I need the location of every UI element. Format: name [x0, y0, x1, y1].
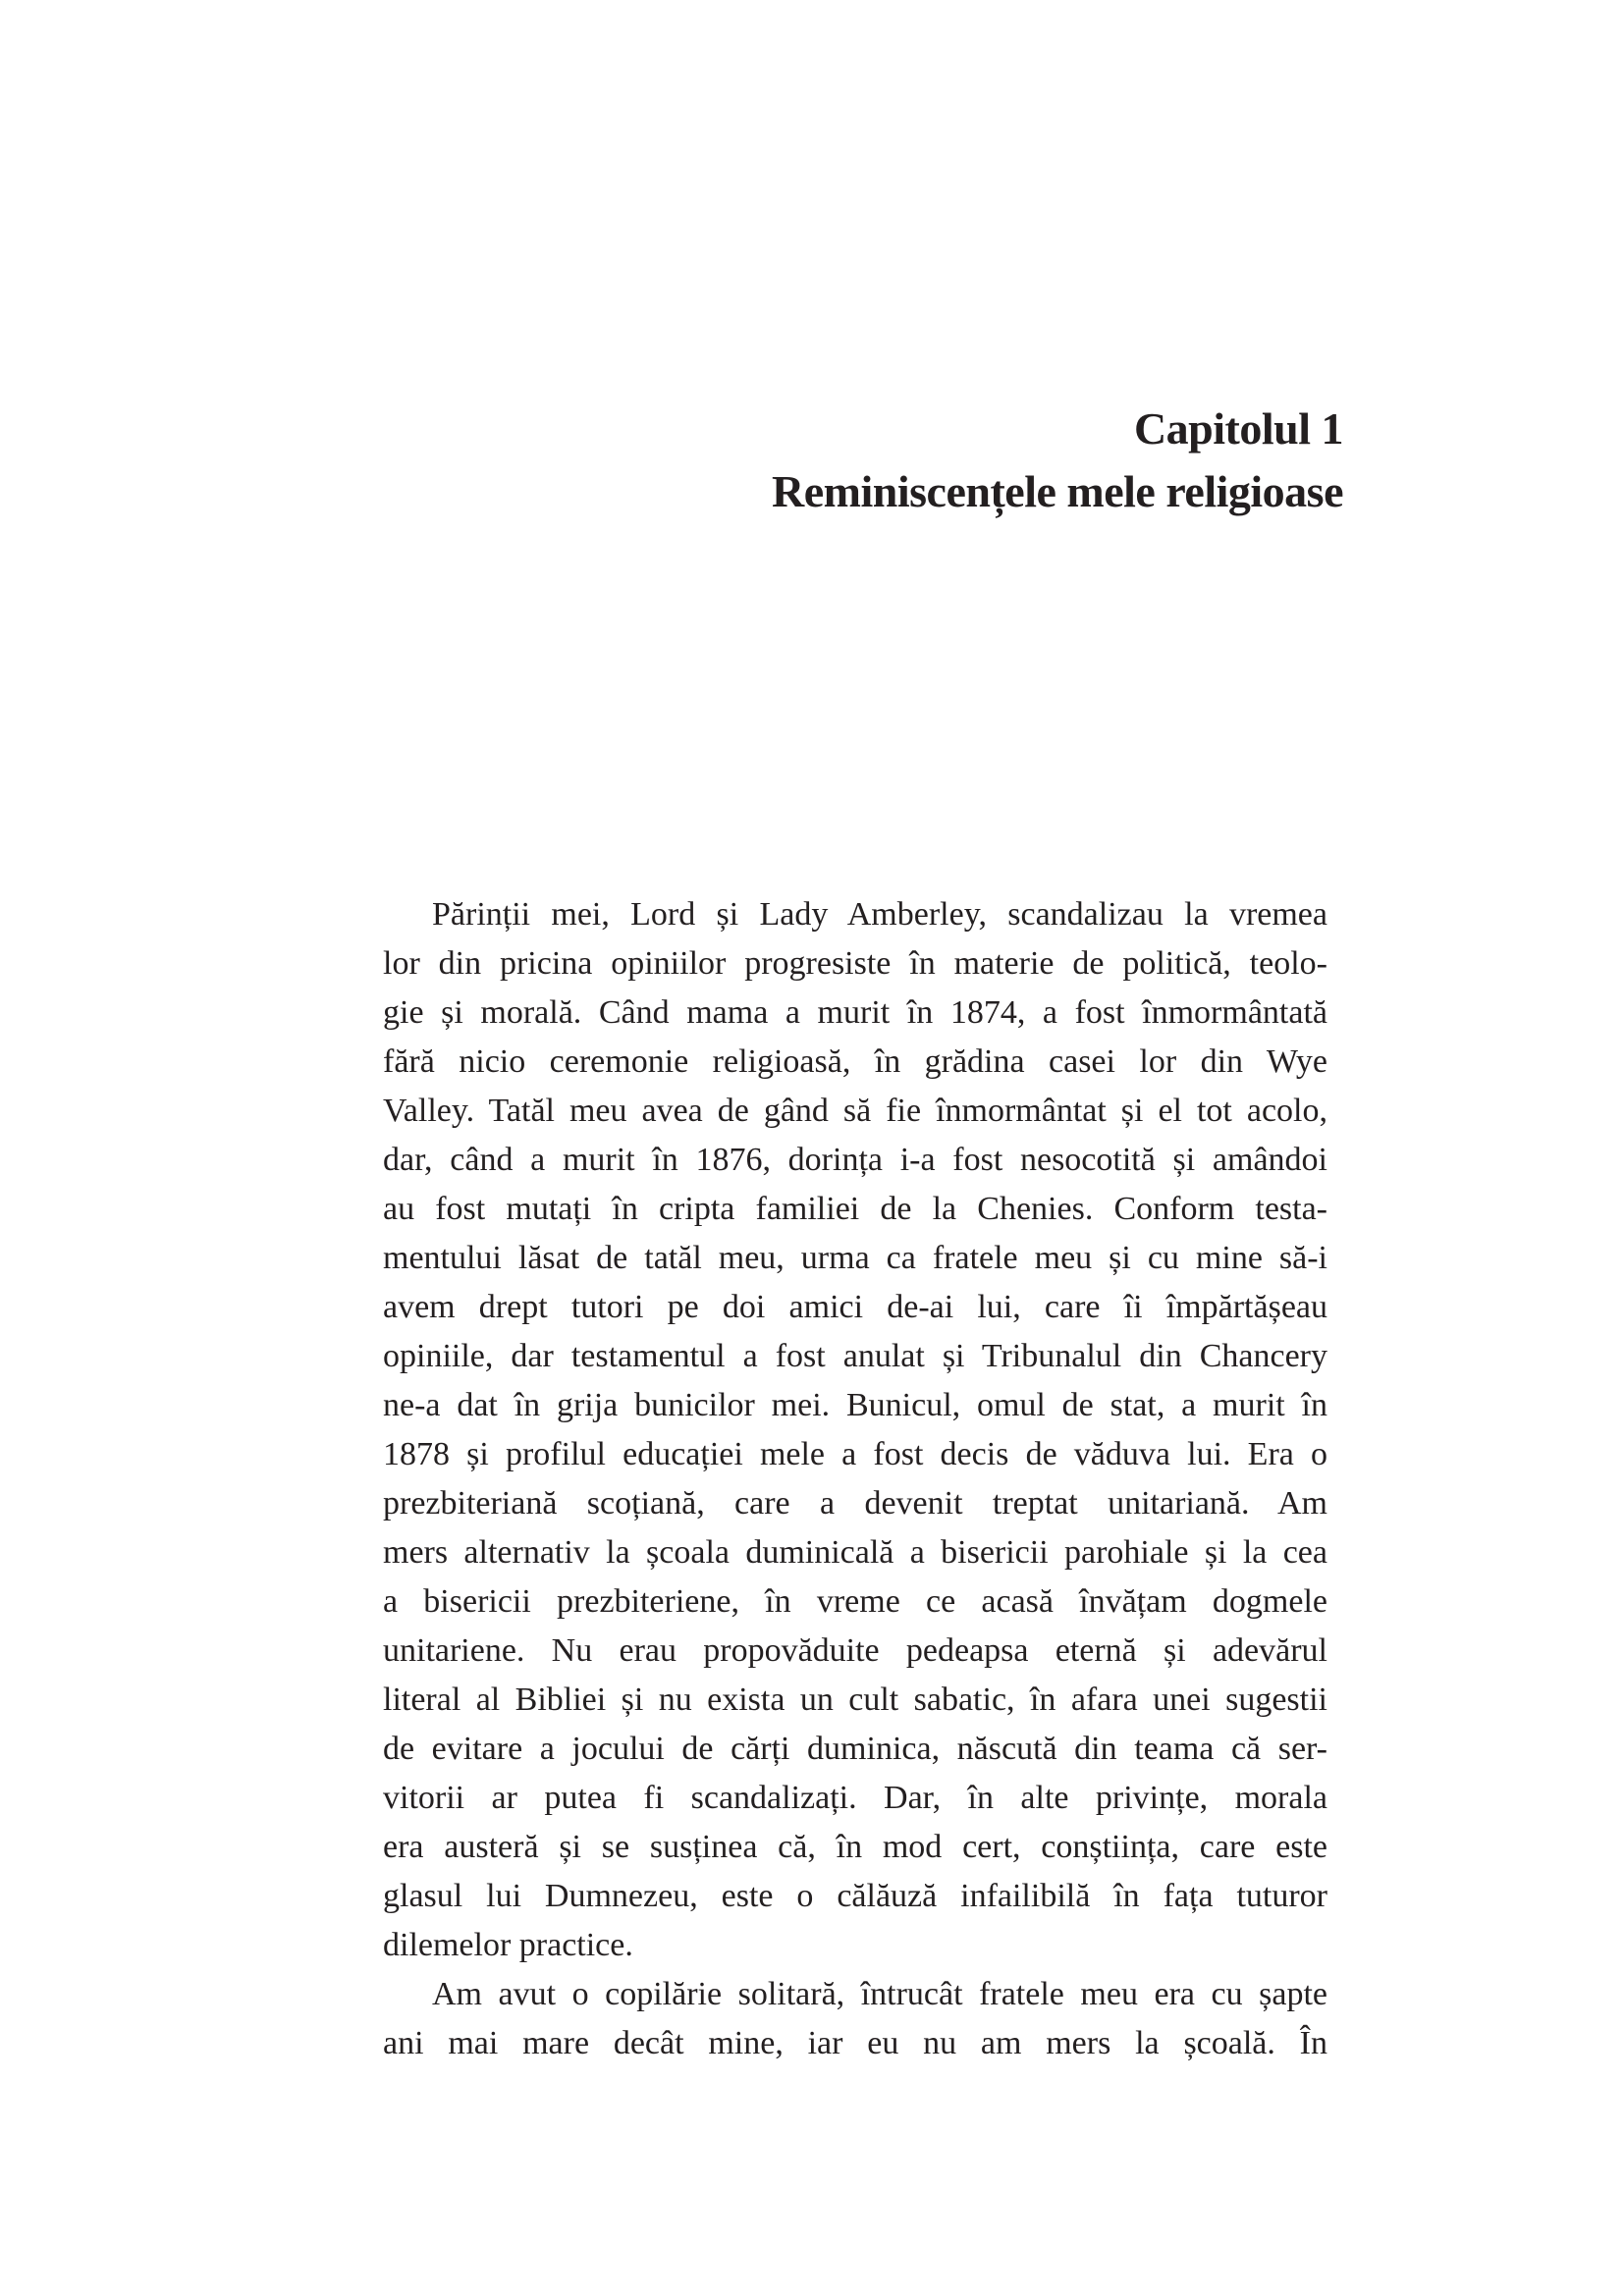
text-line: ne-a dat în grija bunicilor mei. Bunicul, omul de stat, a murit în [383, 1387, 1327, 1423]
text-line: literal al Bibliei și nu exista un cult sabatic, în afara unei sugestii [383, 1682, 1327, 1718]
paragraph [383, 890, 1327, 1970]
chapter-heading [772, 398, 1343, 523]
text-line: glasul lui Dumnezeu, este o călăuză infailibilă în fața tuturor [383, 1878, 1327, 1914]
paragraph [383, 1970, 1327, 2068]
body-text [383, 890, 1327, 2068]
text-line: opiniile, dar testamentul a fost anulat și Tribunalul din Chancery [383, 1338, 1327, 1374]
text-line: dar, când a murit în 1876, dorința i-a fost nesocotită și amândoi [383, 1142, 1327, 1178]
text-line: mers alternativ la școala duminicală a bisericii parohiale și la cea [383, 1534, 1327, 1571]
text-line: mentului lăsat de tatăl meu, urma ca fratele meu și cu mine să-i [383, 1240, 1327, 1276]
text-line: ani mai mare decât mine, iar eu nu am mers la școală. În [383, 2025, 1327, 2061]
text-line: lor din pricina opiniilor progresiste în materie de politică, teolo- [383, 945, 1327, 982]
text-line: fără nicio ceremonie religioasă, în grădina casei lor din Wye [383, 1043, 1327, 1080]
text-line: era austeră și se susținea că, în mod cert, conștiința, care este [383, 1829, 1327, 1865]
text-line: dilemelor practice. [383, 1927, 633, 1963]
text-line: vitorii ar putea fi scandalizați. Dar, în alte privințe, morala [383, 1780, 1327, 1816]
chapter-title: Reminiscențele mele religioase [772, 466, 1343, 516]
text-line: au fost mutați în cripta familiei de la Chenies. Conform testa- [383, 1191, 1327, 1227]
chapter-number: Capitolul 1 [1133, 403, 1343, 454]
text-line: 1878 și profilul educației mele a fost decis de văduva lui. Era o [383, 1436, 1327, 1472]
text-line: Părinții mei, Lord și Lady Amberley, scandalizau la vremea [432, 896, 1327, 933]
text-line: gie și morală. Când mama a murit în 1874, a fost înmormântată [383, 994, 1327, 1031]
text-line: prezbiteriană scoțiană, care a devenit treptat unitariană. Am [383, 1485, 1327, 1522]
text-line: Am avut o copilărie solitară, întrucât fratele meu era cu șapte [432, 1976, 1327, 2012]
text-line: avem drept tutori pe doi amici de-ai lui, care îi împărtășeau [383, 1289, 1327, 1325]
text-line: unitariene. Nu erau propovăduite pedeapsa eternă și adevărul [383, 1632, 1327, 1669]
text-line: Valley. Tatăl meu avea de gând să fie înmormântat și el tot acolo, [383, 1093, 1327, 1129]
text-line: a bisericii prezbiteriene, în vreme ce acasă învățam dogmele [383, 1583, 1327, 1620]
text-line: de evitare a jocului de cărți duminica, născută din teama că ser- [383, 1731, 1327, 1767]
